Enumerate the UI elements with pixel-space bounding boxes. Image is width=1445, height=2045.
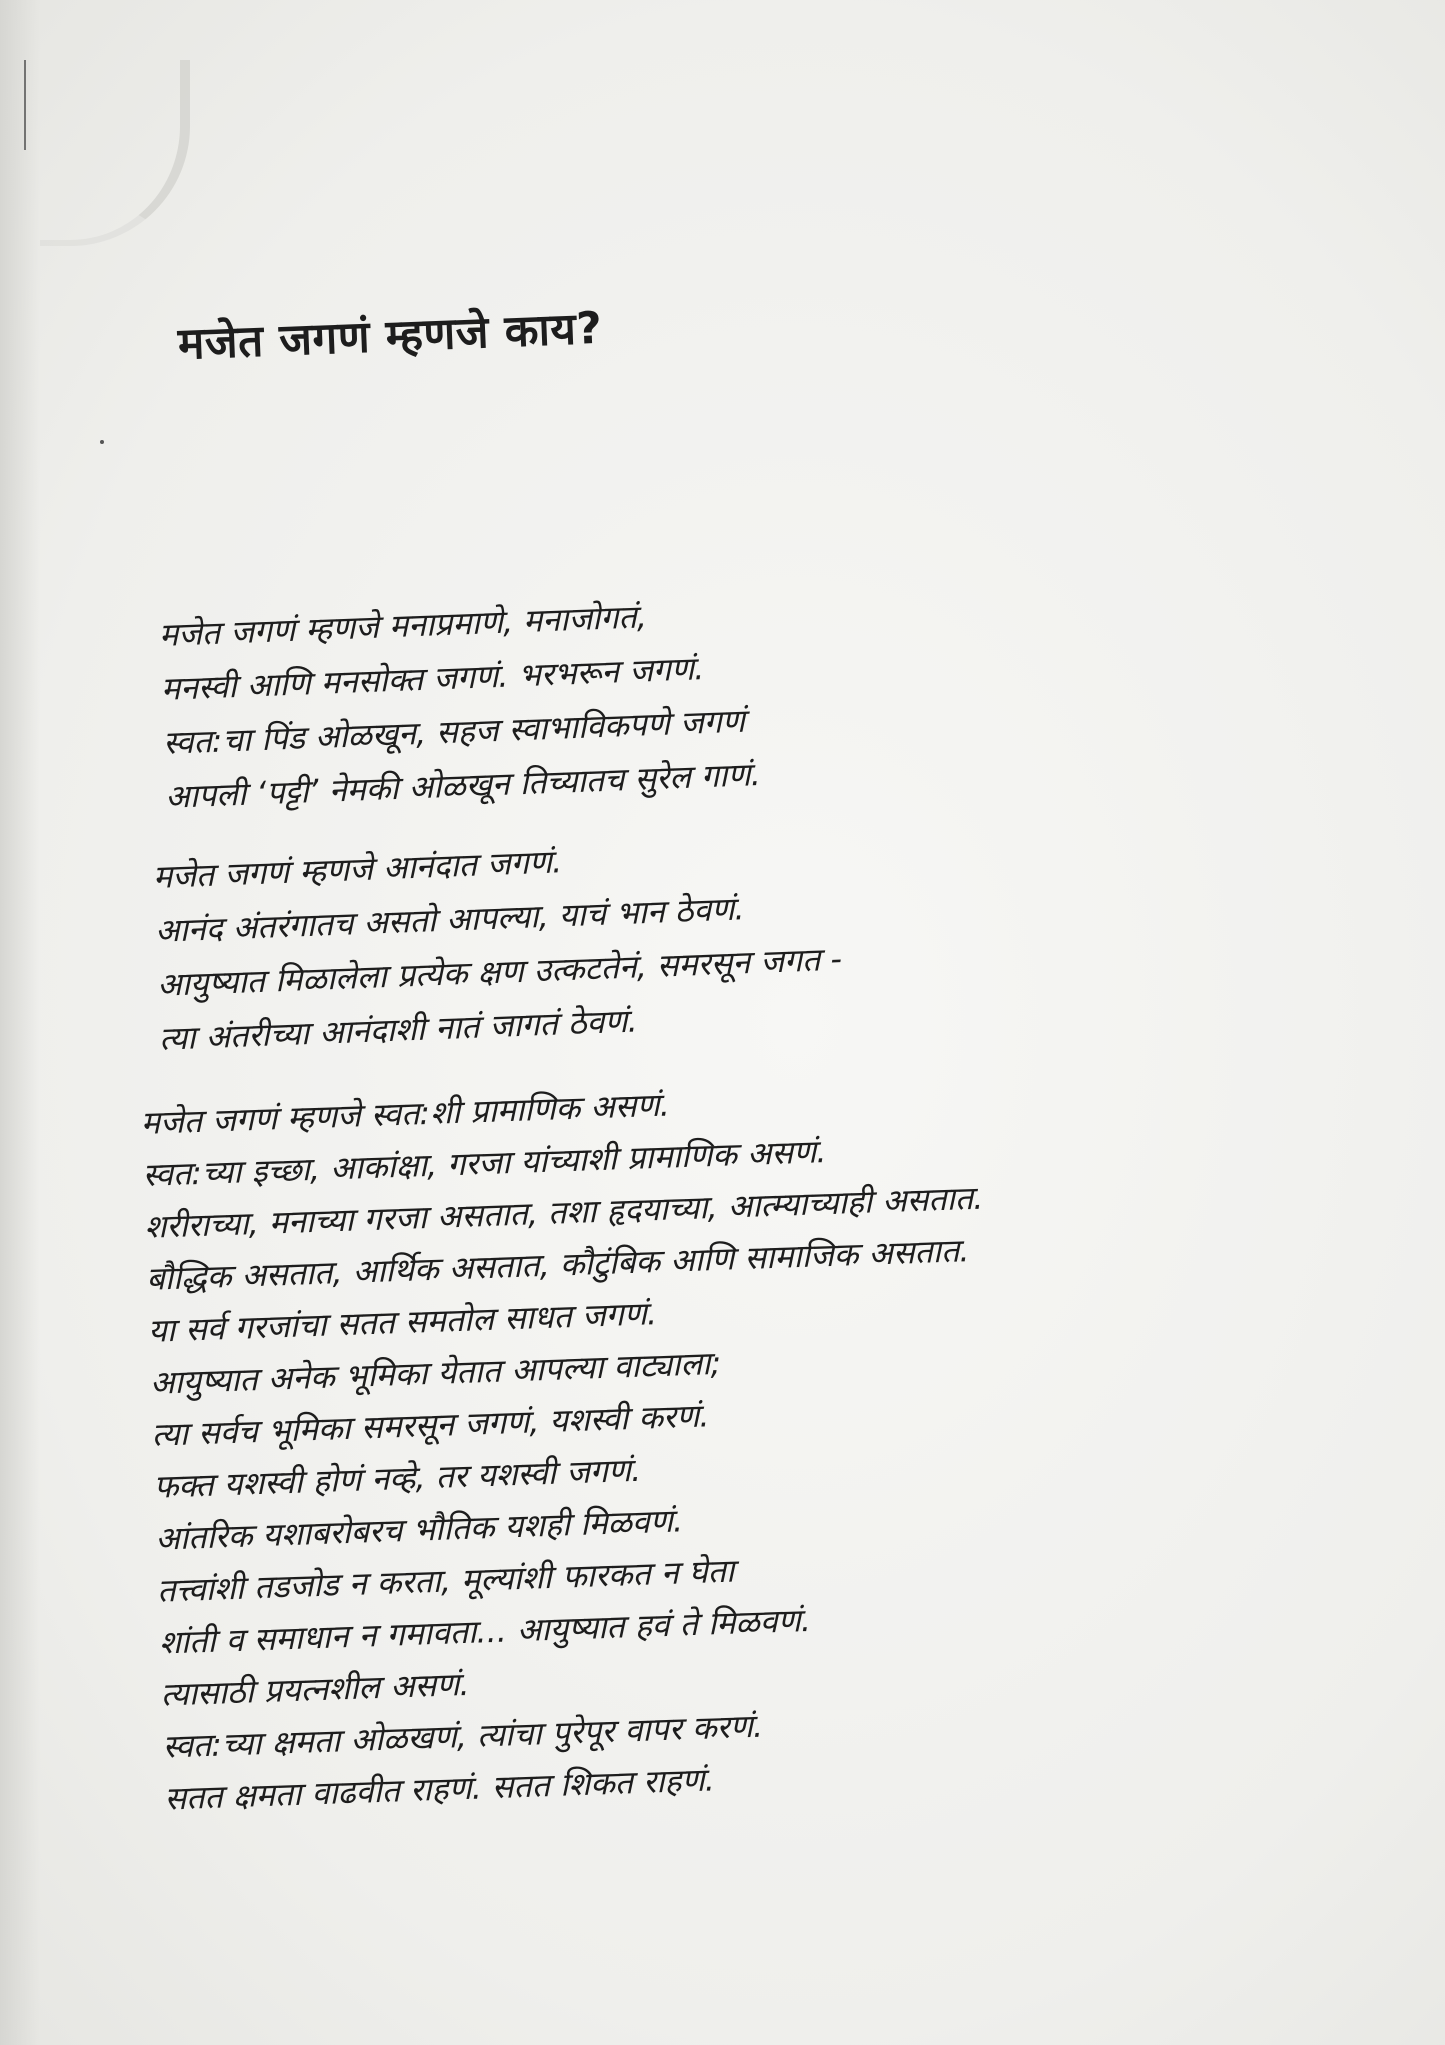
stanza-line: मजेत जगणं म्हणजे मनाप्रमाणे, मनाजोगतं, <box>158 597 648 654</box>
binding-shadow <box>0 0 40 2045</box>
stanza-line: सतत क्षमता वाढवीत राहणं. सतत शिकत राहणं. <box>163 1760 716 1818</box>
stanza-line: स्वत:चा पिंड ओळखून, सहज स्वाभाविकपणे जगणं <box>162 701 746 762</box>
stanza-line: आपली ‘पट्टी’ नेमकी ओळखून तिच्यातच सुरेल गाणं. <box>164 755 762 816</box>
stanza-line: आयुष्यात मिळालेला प्रत्येक क्षण उत्कटतेनं, समरसून जगत - <box>156 939 843 1004</box>
stanza-line: या सर्व गरजांचा सतत समतोल साधत जगणं. <box>147 1294 658 1350</box>
stanza-line: शरीराच्या, मनाच्या गरजा असतात, तशा हृदयाच्या, आत्म्याच्याही असतात. <box>143 1178 984 1246</box>
stanza-line: फक्त यशस्वी होणं नव्हे, तर यशस्वी जगणं. <box>152 1450 642 1506</box>
stanza-line: शांती व समाधान न गमावता... आयुष्यात हवं ते मिळवणं. <box>158 1600 812 1662</box>
ink-speck <box>100 440 104 444</box>
stanza-line: मजेत जगणं म्हणजे आनंदात जगणं. <box>152 842 563 896</box>
stanza-line: आंतरिक यशाबरोबरच भौतिक यशही मिळवणं. <box>154 1501 684 1558</box>
stanza-line: स्वत:च्या इच्छा, आकांक्षा, गरजा यांच्याशी प्रामाणिक असणं. <box>142 1132 827 1194</box>
stanza-line: आयुष्यात अनेक भूमिका येतात आपल्या वाट्याला; <box>149 1343 722 1402</box>
stanza-line: आनंद अंतरंगातच असतो आपल्या, याचं भान ठेवणं. <box>154 889 746 950</box>
stanza-line: मनस्वी आणि मनसोक्त जगणं. भरभरून जगणं. <box>160 649 705 708</box>
stanza-2 <box>152 824 845 1066</box>
page-curl-mark <box>40 60 190 246</box>
stanza-line: त्यासाठी प्रयत्नशील असणं. <box>160 1664 471 1714</box>
page-edge-mark <box>24 60 26 150</box>
stanza-3 <box>140 1068 1004 1825</box>
page-title: मजेत जगणं म्हणजे काय? <box>177 302 604 370</box>
stanza-line: मजेत जगणं म्हणजे स्वत:शी प्रामाणिक असणं. <box>140 1085 671 1142</box>
stanza-line: त्या सर्वच भूमिका समरसून जगणं, यशस्वी करणं. <box>151 1396 710 1454</box>
stanza-line: तत्त्वांशी तडजोड न करता, मूल्यांशी फारकत न घेता <box>156 1551 735 1610</box>
stanza-1 <box>158 585 762 824</box>
stanza-line: बौद्धिक असतात, आर्थिक असतात, कौटुंबिक आणि सामाजिक असतात. <box>145 1231 970 1298</box>
stanza-line: त्या अंतरीच्या आनंदाशी नातं जागतं ठेवणं. <box>158 1001 639 1058</box>
stanza-line: स्वत:च्या क्षमता ओळखणं, त्यांचा पुरेपूर वापर करणं. <box>162 1706 764 1766</box>
